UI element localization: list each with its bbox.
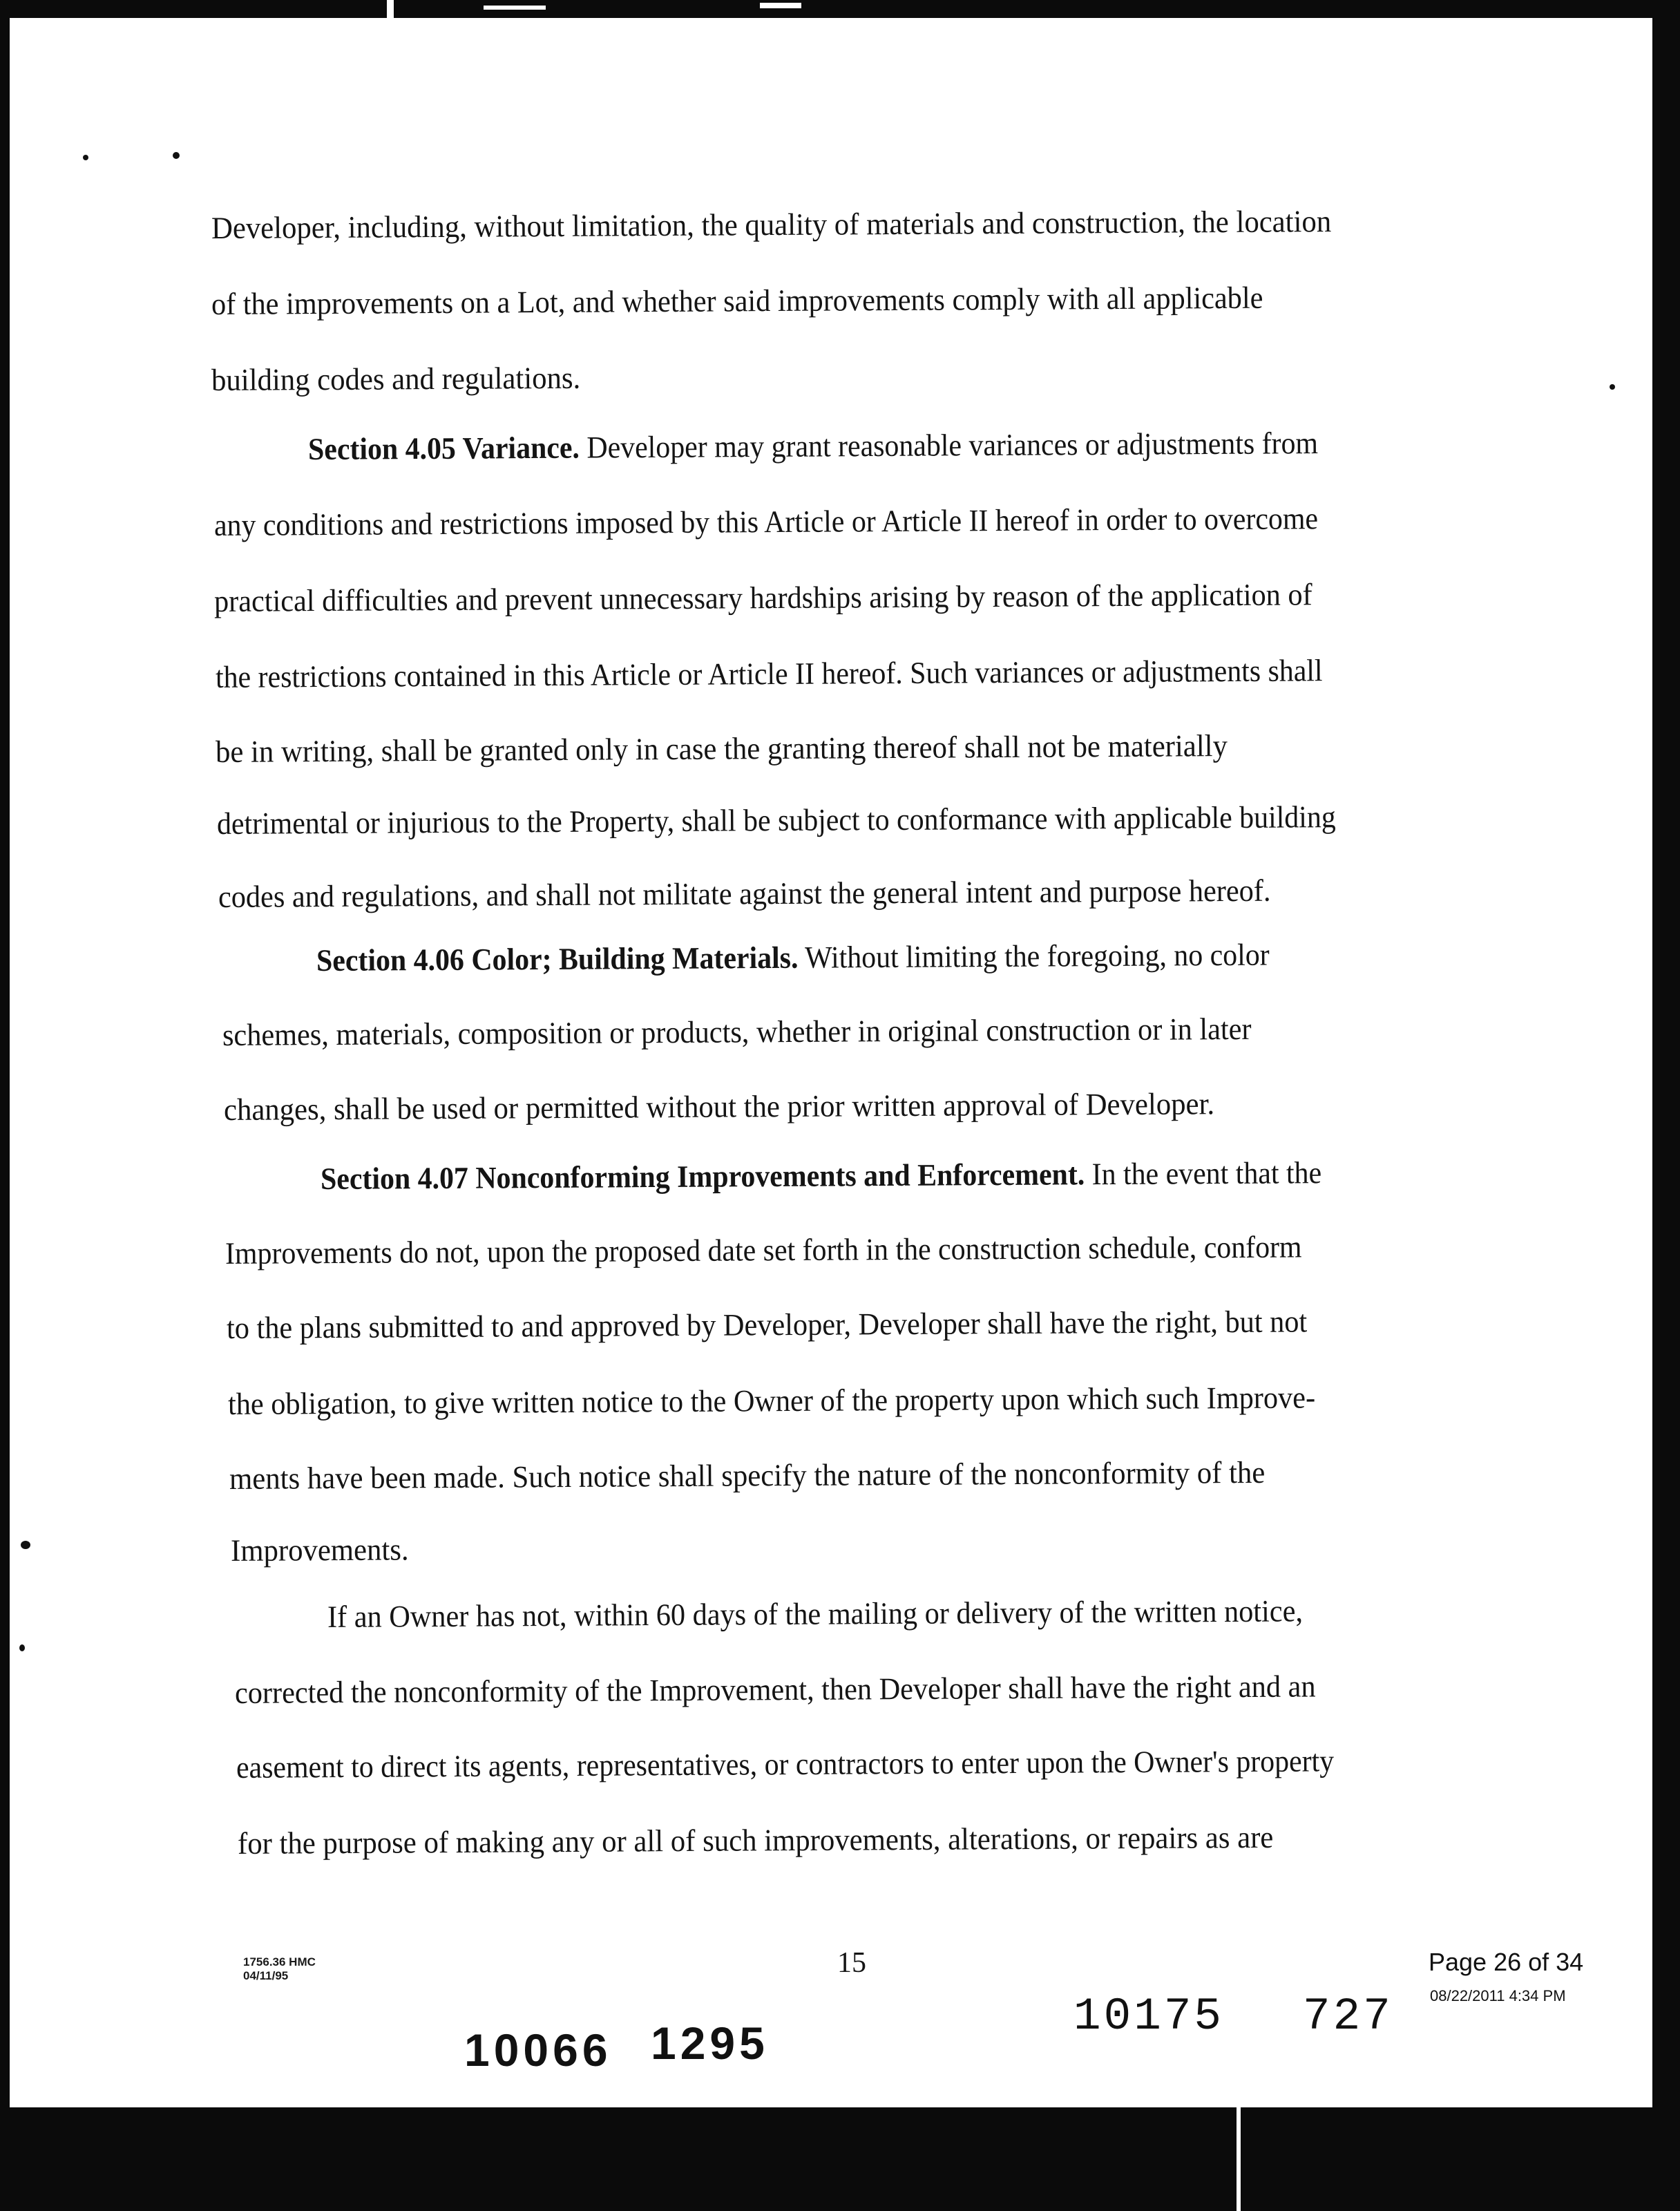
text-line [222,1011,1252,1053]
scan-artifact [484,6,546,10]
line-text: detrimental or injurious to the Property, shall be subject to conformance with applicable building [216,799,1336,841]
scan-speck [173,152,180,159]
scan-border-right [1652,0,1680,2211]
text-line [327,1593,1303,1635]
text-line [211,280,1263,322]
text-line [225,1228,1302,1271]
line-text: Improvements. [230,1532,409,1568]
line-text: corrected the nonconformity of the Improvement, then Developer shall have the right and an [234,1669,1316,1710]
scan-speck [1610,384,1615,390]
line-text: In the event that the [1085,1155,1322,1192]
text-line [231,1531,409,1568]
line-text: Developer may grant reasonable variances or adjustments from [579,426,1319,465]
text-line [238,1819,1274,1861]
text-line [229,1454,1266,1497]
text-line [216,728,1228,770]
scan-speck [21,1541,30,1549]
line-text: for the purpose of making any or all of such improvements, alterations, or repairs as are [237,1819,1274,1861]
text-line [211,360,581,398]
line-text: Developer, including, without limitation, the quality of materials and construction, the location [211,204,1332,245]
text-line [224,1085,1214,1128]
line-text: practical difficulties and prevent unnecessary hardships arising by reason of the application of [213,577,1312,618]
section-heading: Section 4.07 Nonconforming Improvements and Enforcement. [320,1157,1085,1196]
text-line [308,425,1318,467]
line-text: the obligation, to give written notice to the Owner of the property upon which such Improve- [227,1380,1316,1421]
scan-artifact [387,0,394,18]
line-text: codes and regulations, and shall not militate against the general intent and purpose hereof. [218,873,1271,914]
scan-border-left [0,0,10,2211]
document-code [243,1955,316,1983]
line-text: of the improvements on a Lot, and whether said improvements comply with all applicable [211,280,1263,321]
text-line [227,1303,1307,1346]
scan-speck [83,155,88,160]
text-line [211,203,1332,246]
section-heading: Section 4.06 Color; Building Materials. [316,940,799,978]
line-text: any conditions and restrictions imposed by this Article or Article II hereof in order to overcome [213,501,1319,542]
line-text: schemes, materials, composition or products, whether in original construction or in later [222,1011,1252,1052]
text-line [218,873,1271,915]
line-text: Without limiting the foregoing, no color [798,937,1270,975]
section-heading: Section 4.05 Variance. [307,430,580,466]
print-timestamp: 08/22/2011 4:34 PM [1430,1987,1566,2004]
line-text: to the plans submitted to and approved by Developer, Developer shall have the right, but not [226,1304,1308,1345]
text-line [321,1155,1321,1197]
line-text: the restrictions contained in this Article or Article II hereof. Such variances or adjustments shall [215,653,1323,694]
document-code-line: 1756.36 HMC [243,1955,316,1968]
scan-border-top [0,0,1680,18]
text-line [228,1379,1315,1422]
text-line [217,799,1336,842]
text-line [214,500,1318,543]
line-text: ments have been made. Such notice shall specify the nature of the nonconformity of the [229,1454,1266,1496]
page-number: 15 [837,1947,866,1979]
document-code-line: 04/11/95 [243,1969,289,1982]
line-text: changes, shall be used or permitted without the prior written approval of Developer. [223,1086,1215,1127]
line-text: building codes and regulations. [211,360,581,397]
line-text: be in writing, shall be granted only in case the granting thereof shall not be materially [215,728,1228,769]
recording-stamp-left-page: 1295 [651,2018,769,2069]
line-text: Improvements do not, upon the proposed date set forth in the construction schedule, conform [225,1229,1302,1271]
text-line [216,652,1323,695]
line-text: If an Owner has not, within 60 days of the mailing or delivery of the written notice, [327,1593,1304,1634]
recording-stamp-left-book: 10066 [464,2024,612,2076]
text-line [214,576,1312,619]
line-text: easement to direct its agents, representatives, or contractors to enter upon the Owner's property [236,1743,1335,1785]
text-line [235,1668,1316,1711]
scan-border-bottom [0,2107,1680,2211]
scan-artifact [760,3,801,8]
page-count-label: Page 26 of 34 [1429,1948,1584,1976]
scan-artifact [1237,2107,1241,2211]
text-line [236,1743,1334,1785]
text-line [316,937,1270,978]
recording-stamp-right-book: 10175 [1073,1991,1225,2042]
scan-speck [19,1644,25,1651]
recording-stamp-right-page: 727 [1303,1991,1393,2042]
